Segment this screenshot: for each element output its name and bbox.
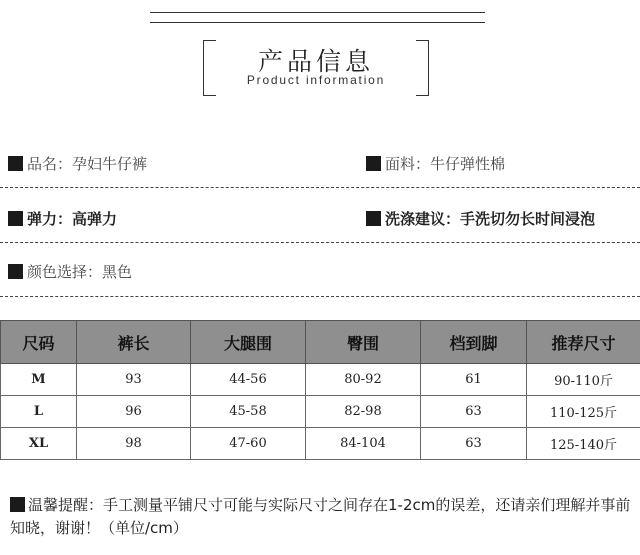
- header-recommended: 推荐尺寸: [527, 321, 640, 364]
- info-fabric: [366, 152, 505, 174]
- cell-inseam: 61: [421, 364, 527, 396]
- cell-hip: 82-98: [306, 396, 421, 428]
- info-elasticity: [8, 207, 117, 229]
- title-chinese: 产品信息: [257, 47, 374, 76]
- cell-hip: 84-104: [306, 428, 421, 460]
- cell-inseam: 63: [421, 428, 527, 460]
- cell-length: 98: [77, 428, 191, 460]
- cell-length: 93: [77, 364, 191, 396]
- cell-recommended: 125-140斤: [527, 428, 640, 460]
- top-rule-2: [150, 22, 485, 23]
- header-length: 裤长: [77, 321, 191, 364]
- info-value: 牛仔弹性棉: [430, 154, 506, 173]
- cell-thigh: 44-56: [191, 364, 306, 396]
- square-bullet-icon: [366, 156, 381, 171]
- cell-recommended: 90-110斤: [527, 364, 640, 396]
- dashed-divider: [0, 187, 640, 188]
- square-bullet-icon: [8, 156, 23, 171]
- table-row: [1, 364, 640, 396]
- square-bullet-icon: [8, 211, 23, 226]
- info-label: 品名：: [27, 154, 73, 173]
- square-bullet-icon: [366, 211, 381, 226]
- info-value: 黑色: [102, 262, 133, 281]
- table-row: [1, 428, 640, 460]
- info-color: [8, 260, 132, 282]
- table-row: [1, 396, 640, 428]
- title-english: Product information: [246, 73, 386, 87]
- header-size: 尺码: [1, 321, 77, 364]
- cell-recommended: 110-125斤: [527, 396, 640, 428]
- dashed-divider: [0, 296, 640, 297]
- cell-hip: 80-92: [306, 364, 421, 396]
- square-bullet-icon: [10, 497, 25, 512]
- info-label: 弹力：: [27, 209, 73, 228]
- dashed-divider: [0, 242, 640, 243]
- info-label: 洗涤建议：: [385, 209, 461, 228]
- size-table: [0, 320, 640, 460]
- info-value: 孕妇牛仔裤: [72, 154, 148, 173]
- header-inseam: 档到脚: [421, 321, 527, 364]
- table-header-row: [1, 321, 640, 364]
- cell-size: M: [1, 364, 77, 396]
- top-rule-1: [150, 12, 485, 13]
- cell-thigh: 45-58: [191, 396, 306, 428]
- cell-length: 96: [77, 396, 191, 428]
- cell-size: XL: [1, 428, 77, 460]
- measurement-note: [10, 494, 635, 540]
- cell-size: L: [1, 396, 77, 428]
- info-value: 高弹力: [72, 209, 118, 228]
- info-washing: [366, 207, 595, 229]
- info-value: 手洗切勿长时间浸泡: [460, 209, 596, 228]
- header-hip: 臀围: [306, 321, 421, 364]
- product-info-title: [203, 40, 429, 94]
- note-text: 温馨提醒：手工测量平铺尺寸可能与实际尺寸之间存在1-2cm的误差，还请亲们理解并事前知晓，谢谢！（单位/cm）: [10, 496, 631, 537]
- cell-thigh: 47-60: [191, 428, 306, 460]
- info-label: 颜色选择：: [27, 262, 103, 281]
- cell-inseam: 63: [421, 396, 527, 428]
- info-label: 面料：: [385, 154, 431, 173]
- header-thigh: 大腿围: [191, 321, 306, 364]
- info-product-name: [8, 152, 147, 174]
- square-bullet-icon: [8, 264, 23, 279]
